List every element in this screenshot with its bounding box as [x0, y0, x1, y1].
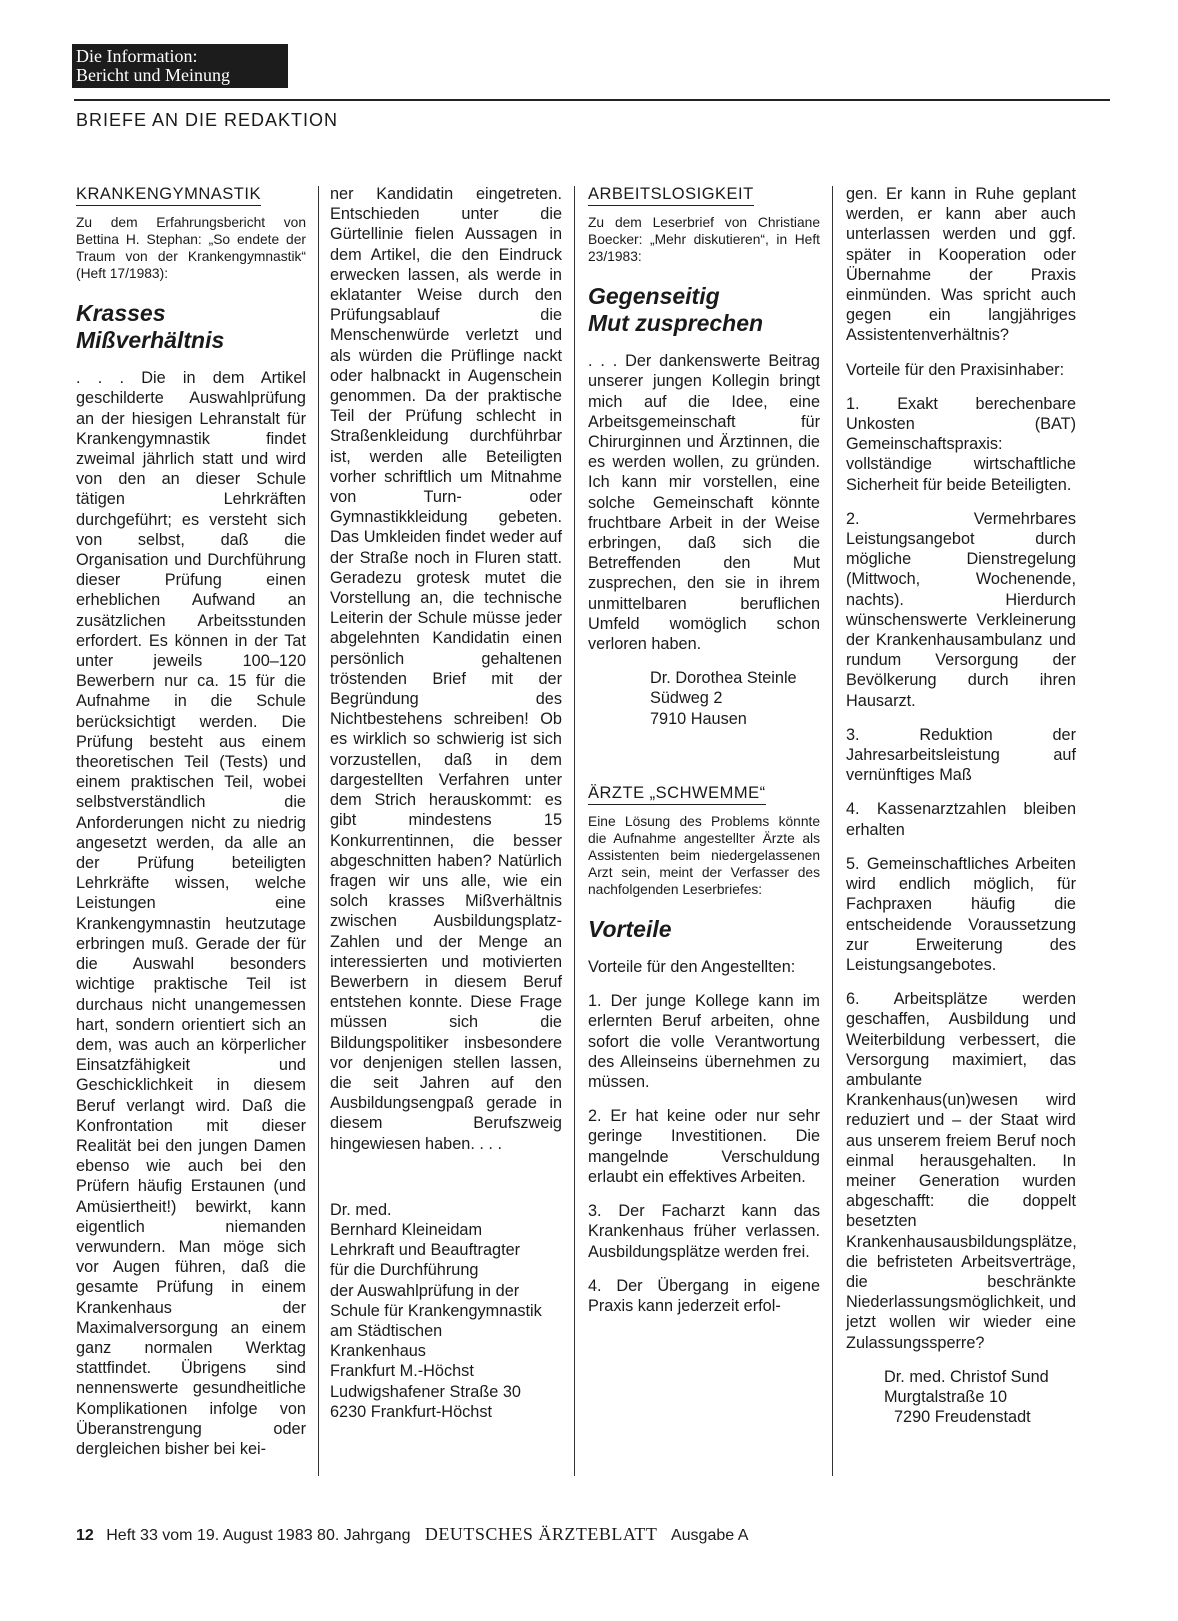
- letter-headline: Vorteile: [588, 916, 672, 943]
- rubric-aerzte-schwemme: ÄRZTE „SCHWEMME“: [588, 783, 766, 805]
- paragraph: 5. Gemeinschaftliches Arbeiten wird endlich möglich, für Fachpraxen häufig die entscheidende Voraussetzung zur Erweiterung des Leistungsangebotes.: [846, 854, 1076, 974]
- signature-line: Südweg 2: [650, 689, 723, 708]
- signature-line: 7290 Freudenstadt: [894, 1408, 1031, 1427]
- letter-headline: [588, 283, 820, 337]
- paragraph: Vorteile für den Angestellten:: [588, 958, 796, 977]
- header-rule: [74, 99, 1110, 101]
- rubric-krankengymnastik: KRANKENGYMNASTIK: [76, 184, 261, 206]
- signature-line: 6230 Frankfurt-Höchst: [330, 1402, 492, 1421]
- paragraph: 1. Exakt berechenbare Unkosten (BAT) Gemeinschaftspraxis: vollständige wirtschaftliche Sicherheit für beide Beteiligten.: [846, 394, 1076, 494]
- signature-line: Dr. med.: [330, 1200, 392, 1219]
- paragraph: gen. Er kann in Ruhe geplant werden, er kann aber auch unterlassen werden und ggf. später in Kooperation oder Übernahme der Praxis einmünden. Was spricht auch gegen ein langjähriges Assistentenverhältnis?: [846, 185, 1076, 345]
- magazine-name: DEUTSCHES ÄRZTEBLATT: [424, 1524, 658, 1544]
- signature-line: Bernhard Kleineidam: [330, 1220, 483, 1239]
- signature-line: der Auswahlprüfung in der: [330, 1281, 520, 1300]
- column-divider-1: [318, 186, 319, 1476]
- paragraph: 3. Der Facharzt kann das Krankenhaus früher verlassen. Ausbildungsplätze werden frei.: [588, 1202, 820, 1261]
- signature-line: Dr. Dorothea Steinle: [650, 669, 797, 688]
- signature-kleineidam: [330, 1200, 562, 1422]
- column-divider-2: [574, 186, 575, 1476]
- signature-line: Ludwigshafener Straße 30: [330, 1382, 521, 1401]
- paragraph: 6. Arbeitsplätze werden geschaffen, Ausbildung und Weiterbildung verbessert, die Versorgung maximiert, das ambulante Krankenhaus(un)wesen wird reduziert und – der Staat wird aus unserem freiem Beruf noch einmal herausgehalten. In meiner Generation wurden abgeschafft: die doppelt besetzten Krankenhausausbildungsplätze, die befristeten Arbeitsverträge, die beschränkte Niederlassungsmöglichkeit, und jetzt wollen wir wieder eine Zulassungssperre?: [846, 990, 1077, 1352]
- letter-body-continued: ner Kandidatin eingetreten. Entschieden unter die Gürtellinie fielen Aussagen in dem Artikel, die den Eindruck erwecken lassen, als werde in eklatanter Weise durch den Prüfungsablauf die Menschenwürde verletzt und als würden die Prüflinge nackt oder halbnackt in Augenschein genommen. Da der praktische Teil der Prüfung schlecht in Straßenkleidung durchführbar ist, werden alle Beteiligten vorher schriftlich um Mitnahme von Turn- oder Gymnastikkleidung gebeten. Das Umkleiden findet weder auf der Straße noch in Fluren statt. Geradezu grotesk mutet die Vorstellung an, die technische Leiterin der Schule müsse jeder abgelehnten Kandidatin einen persönlich gehaltenen tröstenden Brief mit der Begründung des Nichtbestehens schreiben! Ob es wirklich so schwierig ist sich vorzustellen, daß in dem dargestellten Verfahren unter dem Strich herauskommt: es gibt mindestens 15 Konkurrentinnen, die besser abgeschnitten haben? Natürlich fragen wir uns alle, wie ein solch krasses Mißverhältnis zwischen Ausbildungsplatz-Zahlen und der Menge an interessierten und motivierten Bewerbern in diesem Beruf entstehen konnte. Diese Frage müssen sich die Bildungspolitiker insbesondere vor denjenigen stellen lassen, die seit Jahren auf den Ausbildungsengpaß gerade in diesem Berufszweig hingewiesen haben. . . .: [330, 185, 562, 1153]
- column-2: [330, 184, 562, 1422]
- paragraph: 4. Der Übergang in eigene Praxis kann jederzeit erfol-: [588, 1276, 820, 1315]
- paragraph: 4. Kassenarztzahlen bleiben erhalten: [846, 800, 1076, 839]
- letter-body: . . . Die in dem Artikel geschilderte Auswahlprüfung an der hiesigen Lehranstalt für Krankengymnastik findet zweimal jährlich statt und wird von den an dieser Schule tätigen Lehrkräften durchgeführt; es versteht sich von selbst, daß die Organisation und Durchführung dieser Prüfung einen erheblichen Aufwand an zusätzlichen Arbeitsstunden erfordert. Es können in der Tat unter jeweils 100–120 Bewerbern nur ca. 15 für die Aufnahme in die Schule berücksichtigt werden. Die Prüfung besteht aus einem theoretischen Teil (Tests) und einem praktischen Teil, wobei selbstverständlich die Anforderungen nicht zu niedrig angesetzt werden, da alle an der Prüfung beteiligten Lehrkräfte wissen, welche Leistungen eine Krankengymnastin heutzutage erbringen muß. Gerade der für die Auswahl besonders wichtige praktische Teil ist durchaus nicht unangemessen hart, sondern orientiert sich an dem, was auch an körperlicher Einsatzfähigkeit und Geschicklichkeit in diesem Beruf verlangt wird. Daß die Konfrontation mit dieser Realität bei den jungen Damen ebenso wie auch bei den Prüfern häufig Erstaunen (und Amüsiertheit!) bewirkt, kann eigentlich niemanden verwundern. Man möge sich vor Augen führen, daß die gesamte Prüfung in einem Krankenhaus der Maximalversorgung an einem ganz normalen Werktag stattfindet. Übrigens sind nennenswerte gesundheitliche Komplikationen infolge von Überanstrengung oder dergleichen bisher bei kei-: [76, 369, 306, 1458]
- column-1: [76, 184, 306, 1473]
- rubric-arbeitslosigkeit: ARBEITSLOSIGKEIT: [588, 184, 754, 206]
- headline-line-1: Gegenseitig: [588, 283, 720, 310]
- signature-line: Krankenhaus: [330, 1342, 426, 1361]
- signature-line: Schule für Krankengymnastik am Städtischen: [330, 1301, 542, 1340]
- section-title: BRIEFE AN DIE REDAKTION: [76, 110, 339, 130]
- signature-line: Lehrkraft und Beauftragter: [330, 1241, 521, 1260]
- letter-intro: Zu dem Erfahrungsbericht von Bettina H. Stephan: „So endete der Traum von der Krankengymnastik“ (Heft 17/1983):: [76, 215, 306, 282]
- paragraph: Vorteile für den Praxisinhaber:: [846, 360, 1065, 379]
- signature-line: Frankfurt M.-Höchst: [330, 1362, 474, 1381]
- headline-line-2: Mut zusprechen: [588, 310, 764, 337]
- edition: Ausgabe A: [670, 1527, 749, 1544]
- letter-intro: Zu dem Leserbrief von Christiane Boecker: „Mehr diskutieren“, in Heft 23/1983:: [588, 215, 820, 265]
- paragraph: 3. Reduktion der Jahresarbeitsleistung auf vernünftiges Maß: [846, 725, 1076, 785]
- column-3: [588, 184, 820, 1330]
- letter-headline: [76, 300, 306, 354]
- paragraph: 2. Vermehrbares Leistungsangebot durch mögliche Dienstregelung (Mittwoch, Wochenende, nachts). Hierdurch wünschenswerte Verkleinerung der Krankenhausambulanz und rundum Versorgung der Bevölkerung durch ihren Hausarzt.: [846, 509, 1076, 710]
- column-divider-3: [832, 186, 833, 1476]
- issue-info: Heft 33 vom 19. August 1983 80. Jahrgang: [106, 1527, 411, 1544]
- signature-sund: [846, 1367, 1076, 1428]
- page-number: 12: [76, 1527, 94, 1544]
- column-4: [846, 184, 1076, 1427]
- masthead-line-2: Bericht und Meinung: [76, 65, 230, 85]
- masthead: [72, 44, 288, 88]
- signature-line: 7910 Hausen: [650, 709, 747, 728]
- signature-steinle: [588, 668, 820, 729]
- paragraph: 1. Der junge Kollege kann im erlernten Beruf arbeiten, ohne sofort die volle Verantwortung des Alleinseins übernehmen zu müssen.: [588, 992, 820, 1092]
- headline-line-2: Mißverhältnis: [76, 327, 225, 354]
- paragraph: 2. Er hat keine oder nur sehr geringe Investitionen. Die mangelnde Verschuldung erlaubt ein effektives Arbeiten.: [588, 1107, 820, 1186]
- letter-intro: Eine Lösung des Problems könnte die Aufnahme angestellter Ärzte als Assistenten beim niedergelassenen Arzt sein, meint der Verfasser des nachfolgenden Leserbriefes:: [588, 814, 820, 898]
- letter-body: . . . Der dankenswerte Beitrag unserer jungen Kollegin bringt mich auf die Idee, eine Arbeitsgemeinschaft für Chirurginnen und Ärztinnen, die es werden wollen, zu gründen. Ich kann mir vorstellen, eine solche Gemeinschaft könnte fruchtbare Arbeit in der Weise erbringen, daß sich die Betreffenden den Mut zusprechen, den sie in ihrem unmittelbaren beruflichen Umfeld womöglich schon verloren haben.: [588, 352, 820, 654]
- masthead-line-1: Die Information:: [76, 46, 198, 66]
- signature-line: Dr. med. Christof Sund: [884, 1367, 1049, 1386]
- signature-line: Murgtalstraße 10: [884, 1387, 1008, 1406]
- headline-line-1: Krasses: [76, 300, 166, 327]
- page-footer: [76, 1524, 748, 1545]
- signature-line: für die Durchführung: [330, 1261, 479, 1280]
